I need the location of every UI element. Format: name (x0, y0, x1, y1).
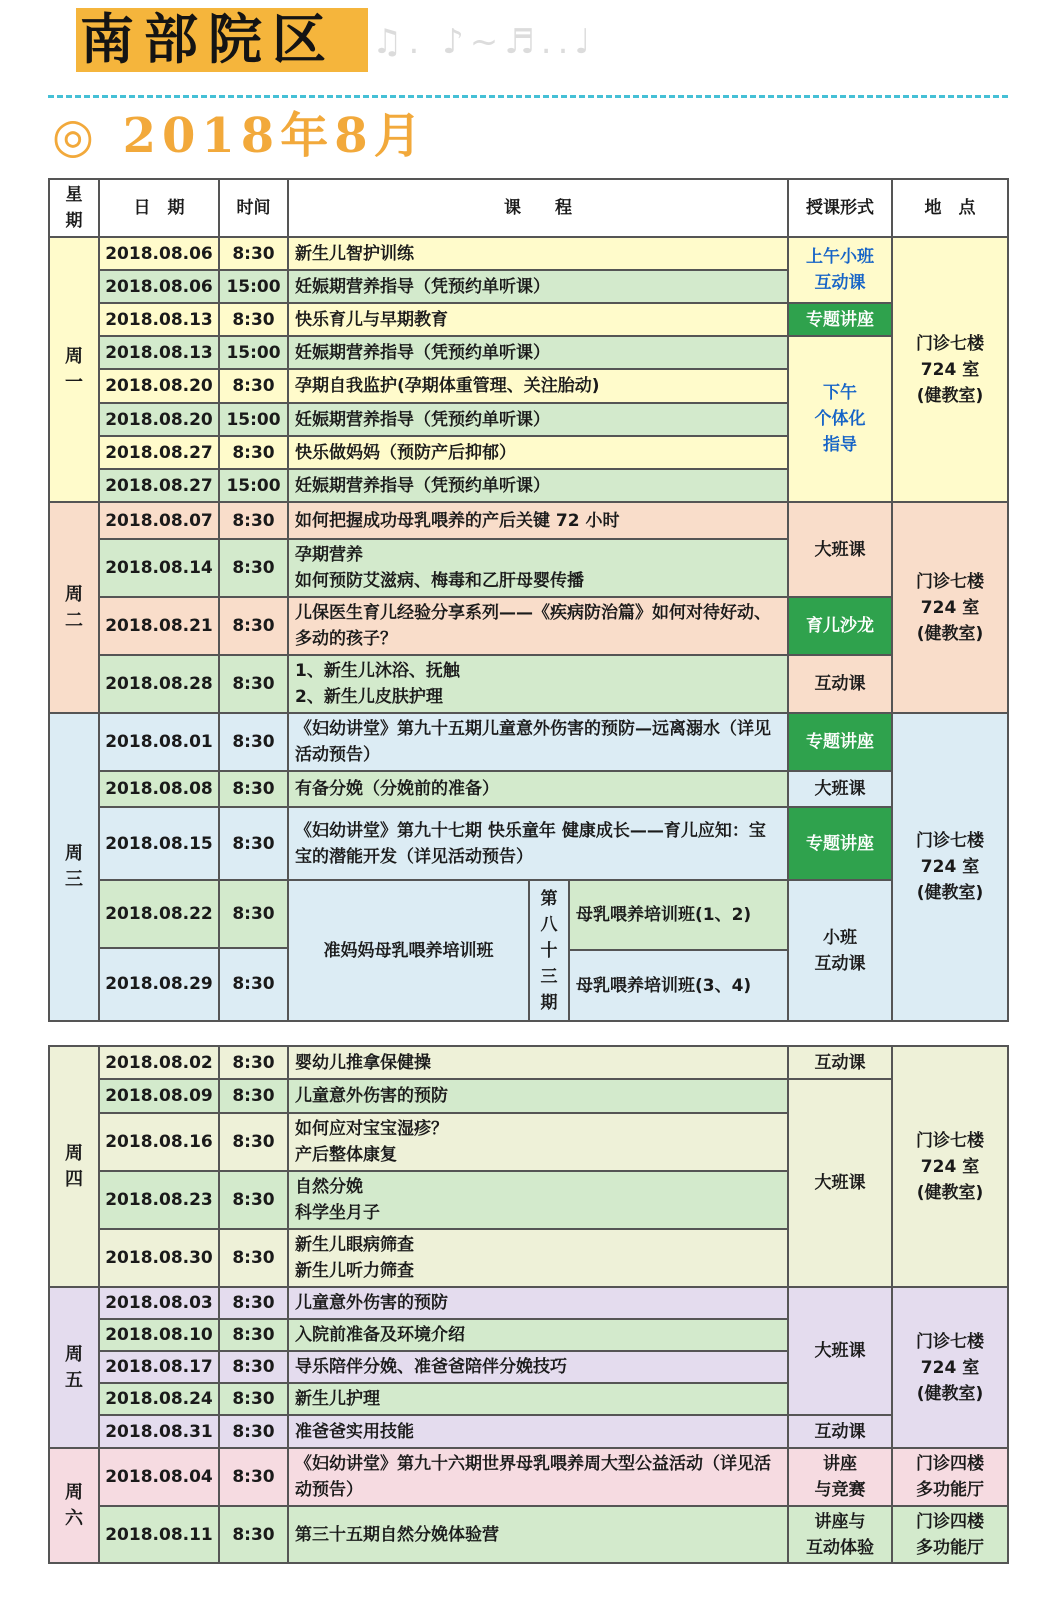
form-cell: 专题讲座 (788, 303, 892, 336)
date-cell: 2018.08.21 (99, 597, 219, 655)
date-cell: 2018.08.14 (99, 539, 219, 597)
table-row (49, 1287, 1008, 1319)
course-cell: 快乐做妈妈（预防产后抑郁） (288, 436, 788, 469)
time-cell: 8:30 (219, 807, 288, 880)
time-cell: 15:00 (219, 270, 288, 303)
table-row (49, 1448, 1008, 1506)
course-cell: 如何把握成功母乳喂养的产后关键 72 小时 (288, 502, 788, 539)
campus-title: 南部院区 (80, 7, 336, 71)
date-cell: 2018.08.31 (99, 1415, 219, 1448)
date-cell: 2018.08.02 (99, 1046, 219, 1079)
time-cell: 8:30 (219, 237, 288, 270)
time-cell: 15:00 (219, 469, 288, 502)
dashed-divider (48, 95, 1008, 98)
time-cell: 8:30 (219, 1046, 288, 1079)
form-cell: 下午 个体化 指导 (788, 336, 892, 502)
time-cell: 8:30 (219, 713, 288, 771)
table-row (49, 303, 1008, 336)
date-cell: 2018.08.27 (99, 436, 219, 469)
table-row (49, 1046, 1008, 1079)
course-cell: 新生儿眼病筛查 新生儿听力筛查 (288, 1229, 788, 1287)
course-cell: 快乐育儿与早期教育 (288, 303, 788, 336)
table-row (49, 237, 1008, 270)
form-cell: 互动课 (788, 1415, 892, 1448)
date-cell: 2018.08.09 (99, 1079, 219, 1113)
table-row (49, 502, 1008, 539)
time-cell: 8:30 (219, 1506, 288, 1563)
place-cell: 门诊七楼 724 室 (健教室) (892, 502, 1008, 713)
course-cell: 孕期自我监护(孕期体重管理、关注胎动) (288, 369, 788, 403)
form-cell: 专题讲座 (788, 713, 892, 771)
table-row (49, 1415, 1008, 1448)
training-title: 准妈妈母乳喂养培训班 (289, 881, 529, 1020)
time-cell: 8:30 (219, 597, 288, 655)
form-cell: 大班课 (788, 1287, 892, 1415)
form-cell: 互动课 (788, 1046, 892, 1079)
course-cell: 1、新生儿沐浴、抚触 2、新生儿皮肤护理 (288, 655, 788, 713)
header-date: 日 期 (99, 179, 219, 237)
table-row (49, 807, 1008, 880)
course-cell: 第三十五期自然分娩体验营 (288, 1506, 788, 1563)
course-cell: 母乳喂养培训班(3、4) (569, 950, 787, 1020)
table-row (49, 1506, 1008, 1563)
time-cell: 8:30 (219, 1319, 288, 1351)
time-cell: 8:30 (219, 1351, 288, 1383)
schedule-table-top (48, 178, 1009, 1022)
time-cell: 8:30 (219, 948, 288, 1021)
date-cell: 2018.08.30 (99, 1229, 219, 1287)
date-cell: 2018.08.03 (99, 1287, 219, 1319)
date-cell: 2018.08.08 (99, 771, 219, 807)
schedule-table-bottom (48, 1045, 1009, 1564)
form-cell: 上午小班 互动课 (788, 237, 892, 303)
time-cell: 15:00 (219, 336, 288, 369)
course-cell: 儿童意外伤害的预防 (288, 1079, 788, 1113)
course-cell: 妊娠期营养指导（凭预约单听课） (288, 403, 788, 436)
form-cell: 大班课 (788, 502, 892, 597)
date-cell: 2018.08.07 (99, 502, 219, 539)
course-cell: 自然分娩 科学坐月子 (288, 1171, 788, 1229)
header-form: 授课形式 (788, 179, 892, 237)
table-header-row (49, 179, 1008, 237)
time-cell: 8:30 (219, 1113, 288, 1171)
day-monday: 周一 (49, 237, 99, 502)
course-cell: 妊娠期营养指导（凭预约单听课） (288, 270, 788, 303)
course-cell: 如何应对宝宝湿疹？ 产后整体康复 (288, 1113, 788, 1171)
day-wednesday: 周三 (49, 713, 99, 1021)
time-cell: 8:30 (219, 1171, 288, 1229)
date-cell: 2018.08.27 (99, 469, 219, 502)
day-friday: 周五 (49, 1287, 99, 1448)
course-cell: 准爸爸实用技能 (288, 1415, 788, 1448)
table-row (49, 771, 1008, 807)
course-cell: 妊娠期营养指导（凭预约单听课） (288, 469, 788, 502)
date-cell: 2018.08.24 (99, 1383, 219, 1415)
time-cell: 8:30 (219, 539, 288, 597)
date-cell: 2018.08.29 (99, 948, 219, 1021)
course-cell: 母乳喂养培训班(1、2) (569, 881, 787, 950)
training-subtable (289, 881, 787, 1020)
place-cell: 门诊四楼 多功能厅 (892, 1448, 1008, 1506)
time-cell: 8:30 (219, 303, 288, 336)
date-cell: 2018.08.20 (99, 369, 219, 403)
date-cell: 2018.08.22 (99, 880, 219, 948)
time-cell: 8:30 (219, 1229, 288, 1287)
training-period: 第八十三期 (529, 881, 569, 1020)
date-cell: 2018.08.06 (99, 237, 219, 270)
music-notes-decoration: ♫. ♪~♬..♩ (372, 22, 597, 62)
training-class-cell (288, 880, 788, 1021)
form-cell: 大班课 (788, 1079, 892, 1287)
date-cell: 2018.08.01 (99, 713, 219, 771)
course-cell: 《妇幼讲堂》第九十五期儿童意外伤害的预防—远离溺水（详见活动预告） (288, 713, 788, 771)
time-cell: 8:30 (219, 1287, 288, 1319)
course-cell: 新生儿智护训练 (288, 237, 788, 270)
course-cell: 《妇幼讲堂》第九十六期世界母乳喂养周大型公益活动（详见活动预告） (288, 1448, 788, 1506)
date-cell: 2018.08.11 (99, 1506, 219, 1563)
course-cell: 有备分娩（分娩前的准备） (288, 771, 788, 807)
date-cell: 2018.08.13 (99, 336, 219, 369)
form-cell: 讲座与 互动体验 (788, 1506, 892, 1563)
place-cell: 门诊七楼 724 室 (健教室) (892, 1287, 1008, 1448)
form-cell: 讲座 与竞赛 (788, 1448, 892, 1506)
form-cell: 大班课 (788, 771, 892, 807)
course-cell: 儿童意外伤害的预防 (288, 1287, 788, 1319)
place-cell: 门诊四楼 多功能厅 (892, 1506, 1008, 1563)
date-cell: 2018.08.20 (99, 403, 219, 436)
time-cell: 8:30 (219, 1448, 288, 1506)
table-row (49, 597, 1008, 655)
date-cell: 2018.08.17 (99, 1351, 219, 1383)
table-row (49, 880, 1008, 948)
header-place: 地 点 (892, 179, 1008, 237)
course-cell: 妊娠期营养指导（凭预约单听课） (288, 336, 788, 369)
course-cell: 导乐陪伴分娩、准爸爸陪伴分娩技巧 (288, 1351, 788, 1383)
time-cell: 8:30 (219, 436, 288, 469)
course-cell: 孕期营养 如何预防艾滋病、梅毒和乙肝母婴传播 (288, 539, 788, 597)
form-cell: 小班 互动课 (788, 880, 892, 1021)
place-cell: 门诊七楼 724 室 (健教室) (892, 237, 1008, 502)
time-cell: 8:30 (219, 655, 288, 713)
page-header (0, 0, 1038, 180)
place-cell: 门诊七楼 724 室 (健教室) (892, 713, 1008, 1021)
time-cell: 8:30 (219, 1079, 288, 1113)
place-cell: 门诊七楼 724 室 (健教室) (892, 1046, 1008, 1287)
day-tuesday: 周二 (49, 502, 99, 713)
time-cell: 8:30 (219, 369, 288, 403)
time-cell: 8:30 (219, 502, 288, 539)
table-row (49, 1079, 1008, 1113)
form-cell: 专题讲座 (788, 807, 892, 880)
table-row (49, 336, 1008, 369)
date-cell: 2018.08.16 (99, 1113, 219, 1171)
course-cell: 儿保医生育儿经验分享系列——《疾病防治篇》如何对待好动、多动的孩子？ (288, 597, 788, 655)
date-cell: 2018.08.06 (99, 270, 219, 303)
course-cell: 入院前准备及环境介绍 (288, 1319, 788, 1351)
date-cell: 2018.08.10 (99, 1319, 219, 1351)
day-thursday: 周四 (49, 1046, 99, 1287)
table-row (49, 655, 1008, 713)
time-cell: 15:00 (219, 403, 288, 436)
date-cell: 2018.08.13 (99, 303, 219, 336)
course-cell: 婴幼儿推拿保健操 (288, 1046, 788, 1079)
header-course: 课 程 (288, 179, 788, 237)
time-cell: 8:30 (219, 1383, 288, 1415)
time-cell: 8:30 (219, 1415, 288, 1448)
header-day: 星期 (49, 179, 99, 237)
time-cell: 8:30 (219, 880, 288, 948)
date-cell: 2018.08.04 (99, 1448, 219, 1506)
table-row (49, 713, 1008, 771)
date-cell: 2018.08.23 (99, 1171, 219, 1229)
course-cell: 《妇幼讲堂》第九十七期 快乐童年 健康成长——育儿应知：宝宝的潜能开发（详见活动预告） (288, 807, 788, 880)
header-time: 时间 (219, 179, 288, 237)
month-title: ◎ 2018年8月 (52, 108, 428, 164)
date-cell: 2018.08.15 (99, 807, 219, 880)
form-cell: 互动课 (788, 655, 892, 713)
form-cell: 育儿沙龙 (788, 597, 892, 655)
date-cell: 2018.08.28 (99, 655, 219, 713)
time-cell: 8:30 (219, 771, 288, 807)
day-saturday: 周六 (49, 1448, 99, 1563)
course-cell: 新生儿护理 (288, 1383, 788, 1415)
